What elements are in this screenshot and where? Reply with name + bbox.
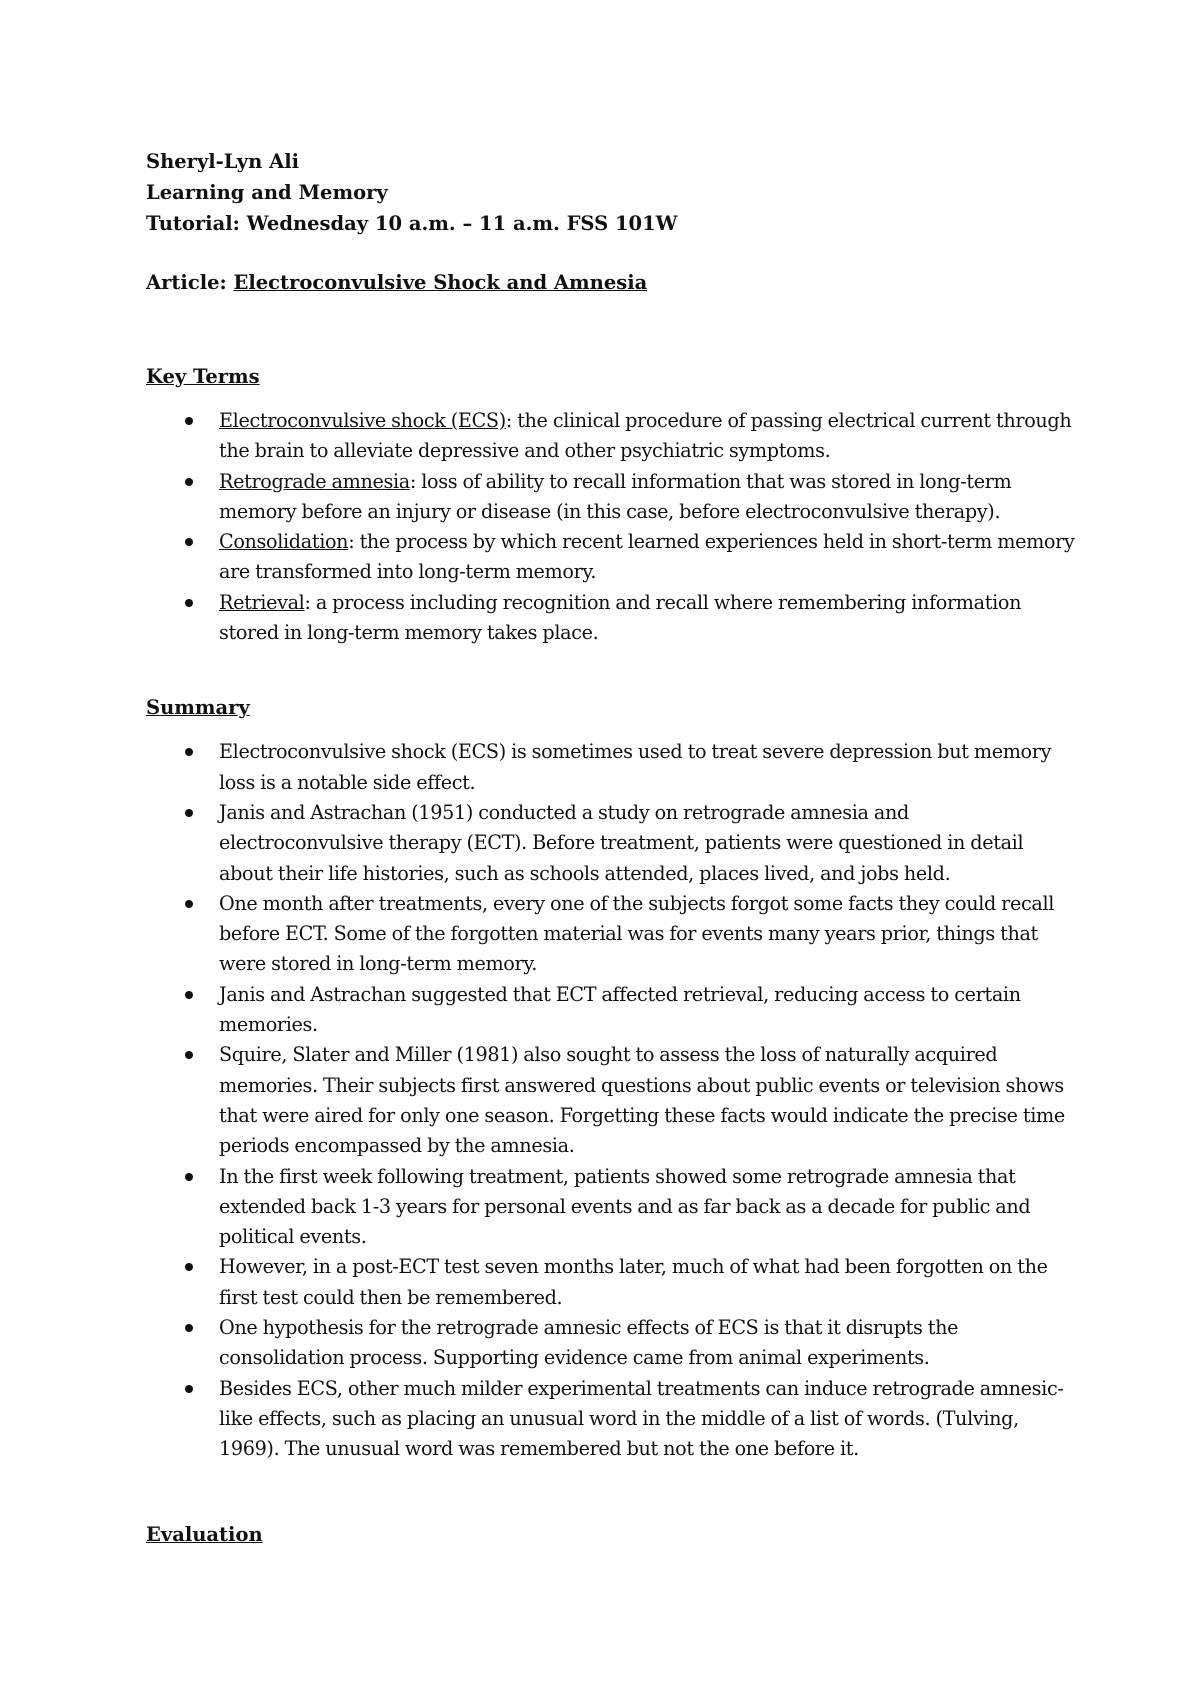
bullet-icon [185,1324,193,1332]
summary-text: In the first week following treatment, patients showed some retrograde amnesia that extended back 1-3 years for personal events and as far back as a decade for public and political events. [219,1164,1031,1249]
bullet-icon [185,748,193,756]
article-line [146,267,1076,298]
summary-item [146,1040,1076,1161]
summary-item [146,1252,1076,1313]
summary-text: Janis and Astrachan suggested that ECT affected retrieval, reducing access to certain memories. [219,982,1021,1037]
bullet-icon [185,1051,193,1059]
key-term-definition: : loss of ability to recall information that was stored in long-term memory before an injury or disease (in this case, before electroconvulsive therapy). [219,469,1012,523]
summary-text: Besides ECS, other much milder experimental treatments can induce retrograde amnesic-like effects, such as placing an unusual word in the middle of a list of words. (Tulving, 1969). The unusual word was remembered but not the one before it. [219,1376,1064,1461]
key-term-name: Consolidation [219,530,349,554]
summary-item [146,980,1076,1041]
bullet-icon [185,1385,193,1393]
summary-text: Electroconvulsive shock (ECS) is sometimes used to treat severe depression but memory loss is a notable side effect. [219,740,1052,794]
summary-text: Janis and Astrachan (1951) conducted a study on retrograde amnesia and electroconvulsive therapy (ECT). Before treatment, patients were questioned in detail about their life histories, such as schools attended, places lived, and jobs held. [219,800,1024,885]
article-label: Article: [146,271,234,294]
summary-text: Squire, Slater and Miller (1981) also sought to assess the loss of naturally acquired memories. Their subjects first answered questions about public events or television shows that were aired for only one season. Forgetting these facts would indicate the precise time periods encompassed by the amnesia. [219,1043,1065,1158]
summary-text: One month after treatments, every one of the subjects forgot some facts they could recall before ECT. Some of the forgotten material was for events many years prior, things that were stored in long-term memory. [219,891,1055,976]
key-term-name: Retrograde amnesia [219,469,410,493]
key-terms-heading: Key Terms [146,365,260,388]
bullet-icon [185,478,193,486]
key-term-definition: : the clinical procedure of passing electrical current through the brain to alleviate depressive and other psychiatric symptoms. [219,409,1072,463]
key-term-item [146,467,1076,528]
bullet-icon [185,417,193,425]
summary-item [146,1374,1076,1465]
document-page [146,146,1076,1550]
tutorial-info: Tutorial: Wednesday 10 a.m. – 11 a.m. FSS 101W [146,212,678,235]
bullet-icon [185,538,193,546]
key-term-definition: : a process including recognition and recall where remembering information stored in long-term memory takes place. [219,590,1022,645]
key-term-item [146,527,1076,588]
course-title: Learning and Memory [146,181,388,204]
evaluation-heading: Evaluation [146,1522,263,1546]
summary-item [146,798,1076,889]
bullet-icon [185,599,193,607]
key-term-definition: : the process by which recent learned experiences held in short-term memory are transformed into long-term memory. [219,530,1075,584]
author-name: Sheryl-Lyn Ali [146,150,300,173]
summary-text: However, in a post-ECT test seven months later, much of what had been forgotten on the first test could then be remembered. [219,1255,1048,1309]
key-term-name: Electroconvulsive shock (ECS) [219,409,506,432]
bullet-icon [185,809,193,817]
key-term-item [146,588,1076,649]
summary-item [146,1162,1076,1253]
key-term-item [146,406,1076,467]
key-terms-list [146,406,1076,648]
key-term-name: Retrieval [219,590,305,614]
summary-item [146,1313,1076,1374]
bullet-icon [185,1263,193,1271]
summary-list [146,737,1076,1464]
bullet-icon [185,900,193,908]
article-title: Electroconvulsive Shock and Amnesia [233,271,648,294]
summary-text: One hypothesis for the retrograde amnesic effects of ECS is that it disrupts the consolidation process. Supporting evidence came from animal experiments. [219,1316,959,1370]
summary-item [146,737,1076,798]
summary-heading: Summary [146,696,250,720]
summary-item [146,889,1076,980]
bullet-icon [185,1173,193,1181]
bullet-icon [185,991,193,999]
